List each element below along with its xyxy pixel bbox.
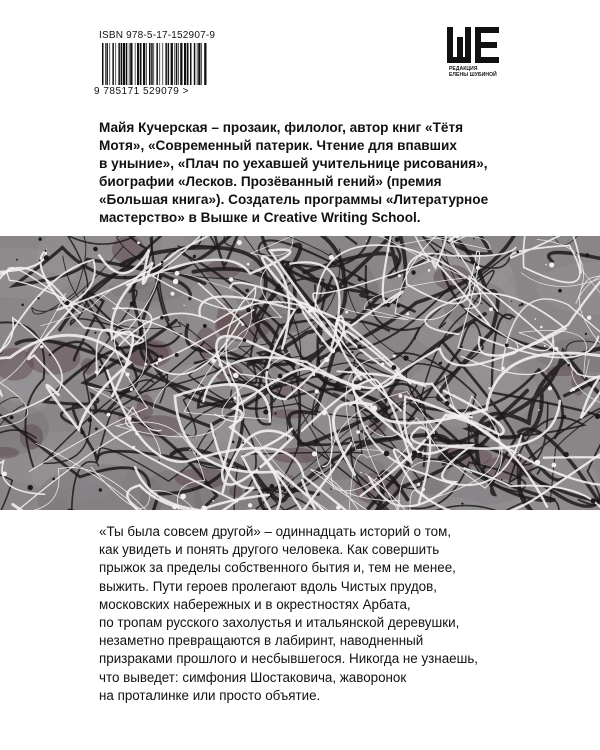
paint-stroke <box>360 339 362 341</box>
paint-stroke <box>381 362 384 365</box>
paint-stroke <box>266 369 268 371</box>
paint-stroke <box>227 362 230 365</box>
paint-stroke <box>93 247 98 252</box>
paint-stroke <box>400 328 403 331</box>
paint-stroke <box>246 308 251 313</box>
barcode-bar <box>121 43 123 85</box>
paint-stroke <box>259 396 261 398</box>
paint-stroke <box>403 355 408 360</box>
barcode-digits: 9 785171 529079 > <box>94 86 189 97</box>
paint-stroke <box>243 338 247 342</box>
paint-stroke <box>393 302 395 304</box>
paint-stroke <box>270 484 275 489</box>
paint-stroke <box>591 498 596 503</box>
paint-stroke <box>387 304 390 307</box>
paint-stroke <box>130 301 135 306</box>
paint-stroke <box>398 274 401 277</box>
author-bio-line: биографии «Лесков. Прозёванный гений» (премия <box>99 174 442 189</box>
paint-stroke <box>417 483 420 486</box>
paint-stroke <box>418 453 423 458</box>
paint-stroke <box>158 358 162 362</box>
paint-stroke <box>125 372 129 376</box>
paint-stroke <box>135 432 138 435</box>
barcode-bar <box>197 43 198 85</box>
paint-stroke <box>137 241 140 244</box>
paint-stroke <box>94 332 96 334</box>
paint-stroke <box>38 237 41 240</box>
paint-stroke <box>80 430 84 434</box>
barcode-bar <box>162 43 163 85</box>
paint-stroke <box>175 353 179 357</box>
paint-stroke <box>241 324 243 326</box>
paint-stroke <box>296 308 301 313</box>
paint-stroke <box>535 318 537 320</box>
paint-stroke <box>572 387 576 391</box>
publisher-name-line-2: ЕЛЕНЫ ШУБИНОЙ <box>449 72 497 78</box>
paint-stroke <box>39 260 41 262</box>
paint-stroke <box>171 292 175 296</box>
barcode-bar <box>176 43 178 85</box>
paint-stroke <box>159 459 160 460</box>
paint-stroke <box>270 366 272 368</box>
paint-stroke <box>535 460 541 466</box>
paint-stroke <box>211 358 216 363</box>
barcode-bar <box>153 43 154 85</box>
author-bio-line: Мотя», «Современный патерик. Чтение для впавших <box>99 138 457 153</box>
paint-stroke <box>372 405 377 410</box>
barcode-bar <box>102 43 104 85</box>
paint-stroke <box>567 364 570 367</box>
annotation-line: как увидеть и понять другого человека. Как совершить <box>99 542 440 558</box>
paint-stroke <box>116 346 120 350</box>
paint-stroke <box>237 240 242 245</box>
paint-stroke <box>229 486 242 497</box>
paint-stroke <box>393 354 396 357</box>
barcode-bar <box>109 43 110 85</box>
author-bio-line: Майя Кучерская – прозаик, филолог, автор книг «Тётя <box>99 120 464 135</box>
paint-stroke <box>315 389 319 393</box>
paint-stroke <box>358 277 362 281</box>
paint-stroke <box>160 316 164 320</box>
paint-stroke <box>516 250 519 253</box>
paint-stroke <box>172 504 177 509</box>
book-annotation <box>99 523 519 705</box>
paint-stroke <box>137 394 154 419</box>
paint-stroke <box>283 489 286 492</box>
paint-stroke <box>519 304 521 306</box>
paint-stroke <box>357 345 362 350</box>
paint-stroke <box>562 415 566 419</box>
paint-stroke <box>281 261 284 264</box>
barcode-bar <box>168 43 170 85</box>
paint-stroke <box>9 415 13 419</box>
paint-stroke <box>521 303 524 306</box>
paint-stroke <box>551 463 556 468</box>
paint-stroke <box>516 453 518 455</box>
barcode-bar <box>115 43 116 85</box>
paint-stroke <box>99 488 102 491</box>
paint-stroke <box>44 255 49 260</box>
paint-stroke <box>336 505 340 509</box>
paint-stroke <box>511 300 512 301</box>
paint-stroke <box>391 365 396 370</box>
isbn-label: ISBN 978-5-17-152907-9 <box>99 30 216 41</box>
paint-stroke <box>585 253 589 257</box>
paint-stroke <box>107 413 111 417</box>
paint-stroke <box>439 386 441 388</box>
barcode-bar <box>149 43 151 85</box>
paint-stroke <box>263 409 268 414</box>
paint-stroke <box>426 438 427 439</box>
barcode-bar <box>137 43 139 85</box>
paint-stroke <box>248 503 252 507</box>
paint-stroke <box>95 370 98 373</box>
paint-stroke <box>233 373 239 379</box>
annotation-line: московских набережных и в окрестностях Арбата, <box>99 596 411 612</box>
paint-stroke <box>37 297 39 299</box>
barcode-bar <box>118 43 120 85</box>
paint-stroke <box>384 451 390 457</box>
paint-stroke <box>99 366 102 369</box>
paint-stroke <box>322 411 327 416</box>
paint-stroke <box>245 289 249 293</box>
paint-stroke <box>65 301 70 306</box>
author-bio-line: мастерство» в Вышке и Creative Writing School. <box>99 210 421 225</box>
paint-stroke <box>488 387 491 390</box>
paint-stroke <box>398 394 402 398</box>
paint-stroke <box>233 396 237 400</box>
barcode-bar <box>159 43 160 85</box>
paint-stroke <box>130 388 133 391</box>
paint-stroke <box>175 271 180 276</box>
barcode <box>102 43 208 85</box>
barcode-bar <box>135 43 136 85</box>
paint-stroke <box>28 485 33 490</box>
annotation-line: по тропам русского захолустья и итальянской деревушки, <box>99 615 460 631</box>
barcode-bar <box>130 43 132 85</box>
paint-stroke <box>196 327 218 358</box>
barcode-bar <box>156 43 158 85</box>
paint-stroke <box>88 418 92 422</box>
paint-stroke <box>501 479 503 481</box>
paint-stroke <box>219 363 223 367</box>
paint-stroke <box>351 351 353 353</box>
annotation-line: на проталинке или просто объятие. <box>99 687 321 703</box>
paint-stroke <box>232 441 235 444</box>
barcode-bar <box>204 43 206 85</box>
paint-stroke <box>274 412 276 414</box>
barcode-bar <box>194 43 196 85</box>
paint-stroke <box>445 401 450 406</box>
paint-stroke <box>52 478 55 481</box>
barcode-bar <box>178 43 179 85</box>
publisher-logo-icon <box>447 27 499 63</box>
paint-stroke <box>540 326 543 329</box>
barcode-bar <box>190 43 192 85</box>
paint-stroke <box>538 409 540 411</box>
cover-artwork <box>0 236 600 510</box>
barcode-bar <box>180 43 182 85</box>
paint-stroke <box>203 324 207 328</box>
paint-stroke <box>324 357 329 362</box>
barcode-bar <box>126 43 128 85</box>
paint-stroke <box>395 237 400 242</box>
paint-stroke <box>439 361 442 364</box>
publisher-name-line-1: РЕДАКЦИЯ <box>449 66 478 72</box>
paint-stroke <box>501 366 505 370</box>
barcode-bar <box>140 43 142 85</box>
barcode-bar <box>143 43 145 85</box>
paint-stroke <box>193 255 196 258</box>
paint-stroke <box>360 472 361 473</box>
barcode-bar <box>129 43 130 85</box>
paint-stroke <box>489 307 493 311</box>
paint-stroke <box>21 303 24 306</box>
paint-stroke <box>544 345 546 347</box>
paint-stroke <box>123 276 126 279</box>
paint-stroke <box>180 494 186 500</box>
paint-stroke <box>411 270 415 274</box>
barcode-bar <box>187 43 189 85</box>
annotation-line: выжить. Пути героев пролегают вдоль Чистых прудов, <box>99 578 437 594</box>
paint-stroke <box>471 260 476 265</box>
paint-stroke <box>422 488 425 491</box>
paint-stroke <box>473 238 474 239</box>
paint-stroke <box>2 471 7 476</box>
annotation-line: призраками прошлого и несбывшегося. Никогда не узнаешь, <box>99 651 479 667</box>
author-bio-line: в уныние», «Плач по уехавшей учительнице рисования», <box>99 156 488 171</box>
paint-stroke <box>156 362 158 364</box>
barcode-bar <box>171 43 173 85</box>
barcode-bar <box>105 43 106 85</box>
paint-stroke <box>366 240 367 241</box>
paint-stroke <box>95 427 98 430</box>
publisher-name <box>449 66 505 78</box>
paint-stroke <box>132 446 135 449</box>
annotation-line: что выведет: симфония Шостаковича, жаворонок <box>99 669 407 685</box>
paint-stroke <box>476 266 480 270</box>
paint-stroke <box>144 363 147 366</box>
paint-stroke <box>192 489 194 491</box>
paint-stroke <box>445 395 447 397</box>
paint-stroke <box>40 345 43 348</box>
annotation-line: «Ты была совсем другой» – одиннадцать историй о том, <box>99 524 452 539</box>
paint-stroke <box>345 311 348 314</box>
paint-stroke <box>44 250 46 252</box>
paint-stroke <box>587 316 591 320</box>
author-bio-line: «Большая книга»). Создатель программы «Литературное <box>99 192 489 207</box>
paint-stroke <box>505 344 509 348</box>
paint-stroke <box>377 476 380 479</box>
paint-stroke <box>308 308 313 313</box>
paint-stroke <box>428 269 430 271</box>
annotation-line: прыжок за пределы собственного бытия и, тем не менее, <box>99 560 456 576</box>
paint-stroke <box>278 374 283 379</box>
barcode-bar <box>151 43 153 85</box>
paint-stroke <box>212 500 214 502</box>
paint-stroke <box>356 430 360 434</box>
paint-stroke <box>330 488 331 489</box>
paint-stroke <box>189 449 190 450</box>
barcode-bar <box>184 43 186 85</box>
barcode-bar <box>146 43 147 85</box>
paint-stroke <box>173 279 179 285</box>
paint-stroke <box>146 444 148 446</box>
barcode-bar <box>112 43 114 85</box>
paint-stroke <box>242 442 244 444</box>
barcode-bar <box>198 43 200 85</box>
barcode-bar <box>123 43 125 85</box>
paint-stroke <box>558 289 562 293</box>
barcode-bar <box>174 43 175 85</box>
paint-stroke <box>406 312 409 315</box>
barcode-bar <box>165 43 167 85</box>
author-bio <box>99 119 499 227</box>
barcode-bar <box>201 43 202 85</box>
paint-stroke <box>183 305 184 306</box>
paint-stroke <box>554 347 558 351</box>
paint-stroke <box>314 440 319 445</box>
paint-stroke <box>247 263 250 266</box>
paint-stroke <box>585 333 587 335</box>
annotation-line: незаметно превращаются в лабиринт, наводненный <box>99 633 424 649</box>
paint-stroke <box>549 262 554 267</box>
paint-stroke <box>258 467 260 469</box>
paint-stroke <box>396 304 399 307</box>
paint-stroke <box>331 349 335 353</box>
barcode-bar <box>106 43 108 85</box>
paint-stroke <box>312 451 317 456</box>
paint-stroke <box>412 450 417 455</box>
paint-stroke <box>161 261 164 264</box>
abstract-drip-painting-icon <box>0 236 600 510</box>
paint-stroke <box>548 386 552 390</box>
paint-stroke <box>229 277 233 281</box>
paint-stroke <box>329 255 334 260</box>
paint-stroke <box>16 259 18 261</box>
paint-stroke <box>128 416 132 420</box>
paint-stroke <box>545 264 547 266</box>
paint-stroke <box>265 306 267 308</box>
paint-stroke <box>564 452 569 457</box>
paint-stroke <box>461 502 463 504</box>
